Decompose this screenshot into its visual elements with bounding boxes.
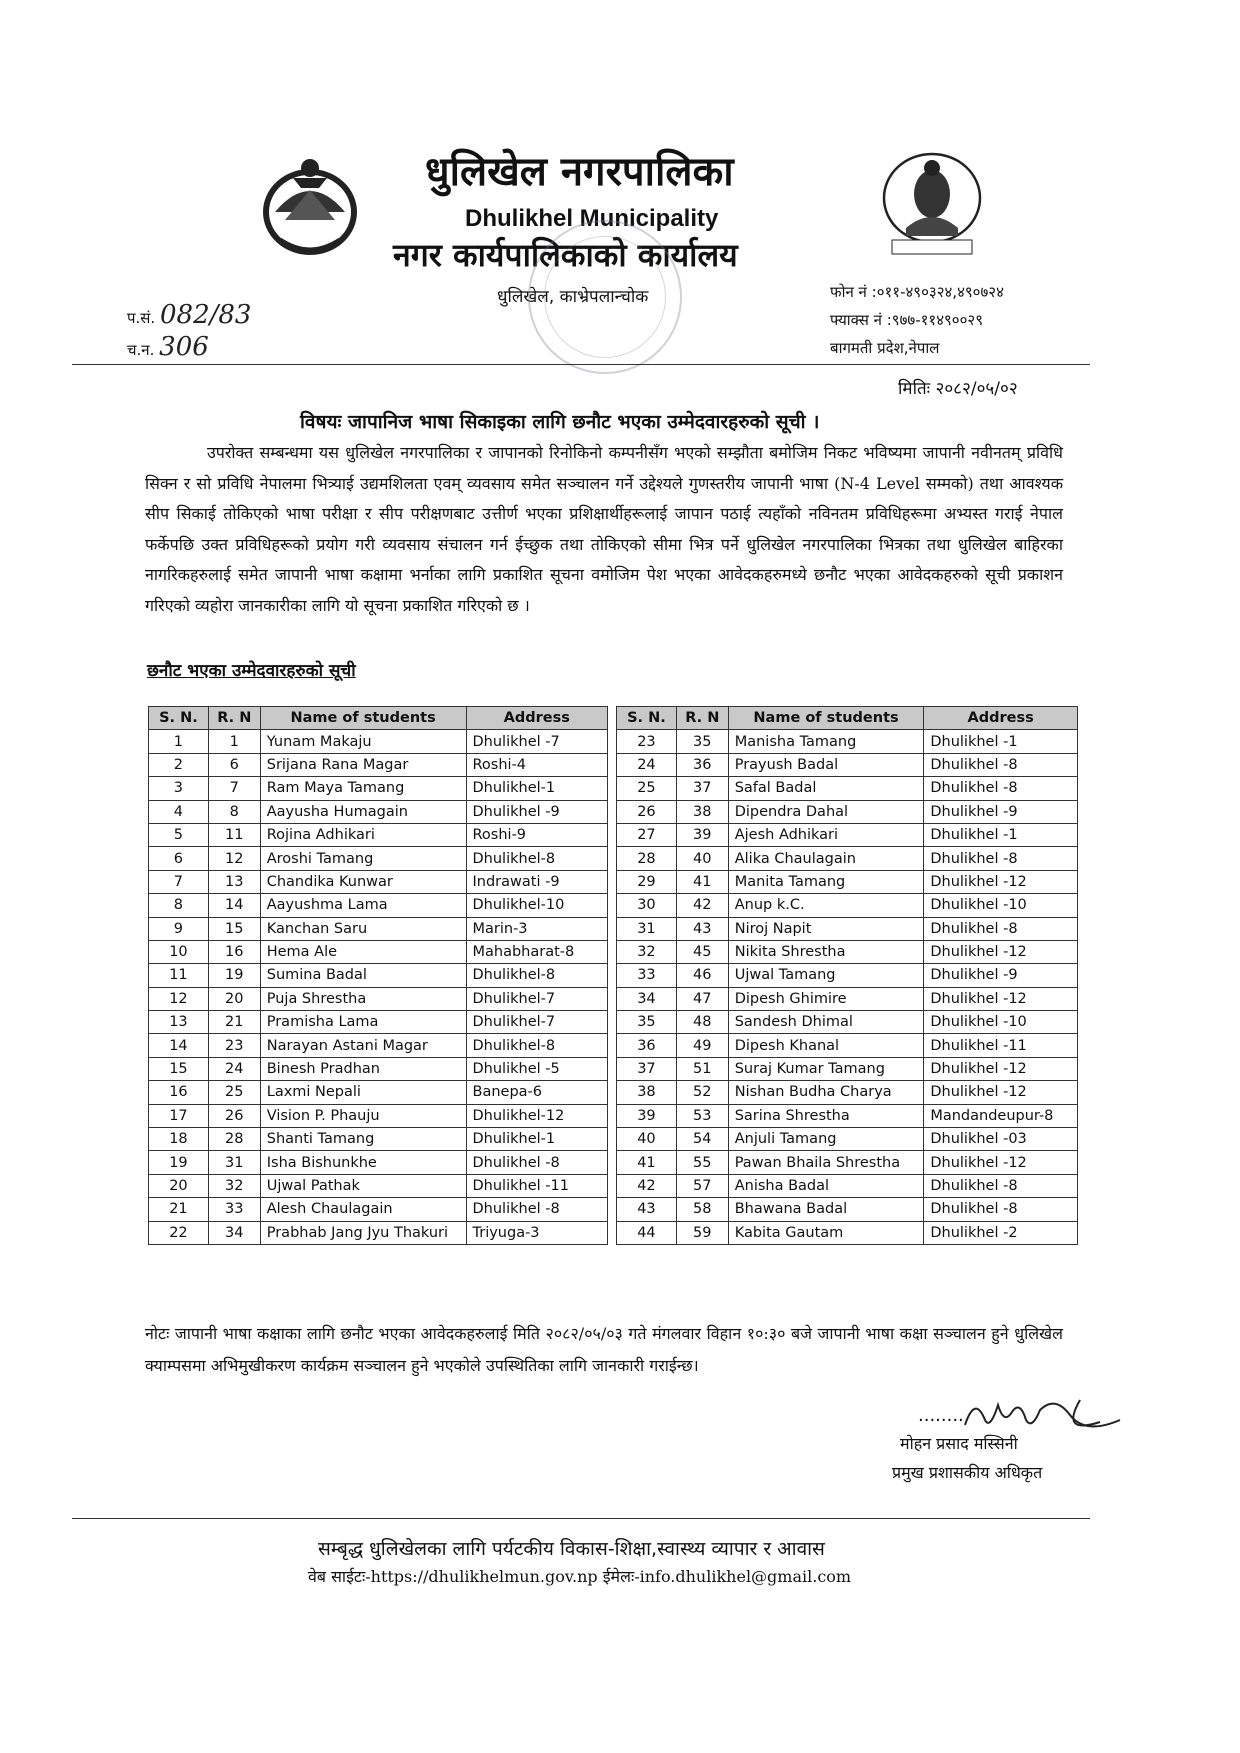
cell-name: Pramisha Lama — [260, 1011, 466, 1034]
cell-rn: 40 — [676, 847, 728, 870]
table-row — [149, 753, 608, 776]
cell-name: Nishan Budha Charya — [728, 1081, 924, 1104]
cell-name: Alika Chaulagain — [728, 847, 924, 870]
cell-name: Hema Ale — [260, 940, 466, 963]
cell-sn: 18 — [149, 1128, 209, 1151]
cell-rn: 47 — [676, 987, 728, 1010]
header-rn: R. N — [208, 707, 260, 730]
cell-rn: 39 — [676, 823, 728, 846]
cell-sn: 25 — [617, 777, 677, 800]
cell-address: Dhulikhel -12 — [924, 870, 1078, 893]
table-row — [617, 1057, 1078, 1080]
cell-rn: 25 — [208, 1081, 260, 1104]
students-table-left — [148, 706, 608, 1245]
header-name: Name of students — [728, 707, 924, 730]
cell-rn: 24 — [208, 1057, 260, 1080]
cell-sn: 1 — [149, 730, 209, 753]
cell-name: Laxmi Nepali — [260, 1081, 466, 1104]
cell-name: Narayan Astani Magar — [260, 1034, 466, 1057]
table-row — [149, 987, 608, 1010]
table-row — [617, 1034, 1078, 1057]
cell-sn: 23 — [617, 730, 677, 753]
table-row — [617, 1198, 1078, 1221]
cell-sn: 43 — [617, 1198, 677, 1221]
table-row — [149, 964, 608, 987]
cell-name: Prayush Badal — [728, 753, 924, 776]
cell-name: Chandika Kunwar — [260, 870, 466, 893]
notice-body: उपरोक्त सम्बन्धमा यस धुलिखेल नगरपालिका र जापानको रिनोकिनो कम्पनीसँग भएको सम्झौता बमोजिम निकट भविष्यमा जापानी नवीनतम् प्रविधि सिक्न र सो प्रविधि नेपालमा भित्र्याई उद्यमशिलता एवम् व्यवसाय समेत सञ्चालन गर्ने उद्देश्यले गुणस्तरीय जापानी भाषा (N-4 Level सम्मको) तथा आवश्यक सीप सिकाई तोकिएको भाषा परीक्षा र सीप परीक्षणबाट उत्तीर्ण भएका प्रशिक्षार्थीहरूलाई जापान पठाई त्यहाँको नविनतम प्रविधिहरूमा अभ्यस्त गराई नेपाल फर्केपछि उक्त प्रविधिहरूको प्रयोग गरी व्यवसाय संचालन गर्न ईच्छुक तथा तोकिएको सीमा भित्र पर्ने धुलिखेल नगरपालिका भित्रका तथा धुलिखेल बाहिरका नागरिकहरुलाई समेत जापानी भाषा कक्षामा भर्नाका लागि प्रकाशित सूचना वमोजिम पेश भएका आवेदकहरुमध्ये छनौट भएका आवेदकहरुको सूची प्रकाशन गरिएको व्यहोरा जानकारीका लागि यो सूचना प्रकाशित गरिएको छ । — [145, 443, 1063, 615]
cell-rn: 53 — [676, 1104, 728, 1127]
table-row — [617, 753, 1078, 776]
cell-address: Mandandeupur-8 — [924, 1104, 1078, 1127]
table-row — [617, 987, 1078, 1010]
cell-rn: 55 — [676, 1151, 728, 1174]
cell-address: Dhulikhel -8 — [924, 1174, 1078, 1197]
notice-note: नोटः जापानी भाषा कक्षाका लागि छनौट भएका आवेदकहरुलाई मिति २०८२/०५/०३ गते मंगलवार विहान १०:३० बजे जापानी भाषा कक्षा सञ्चालन हुने धुलिखेल क्याम्पसमा अभिमुखीकरण कार्यक्रम सञ्चालन हुने भएकोले उपस्थितिका लागि जानकारी गराईन्छ। — [145, 1324, 1063, 1375]
fax-number: फ्याक्स नं :९७७-११४९००२९ — [830, 311, 984, 329]
nepal-emblem-logo — [255, 150, 365, 260]
cell-name: Sandesh Dhimal — [728, 1011, 924, 1034]
table-row — [149, 800, 608, 823]
cell-rn: 16 — [208, 940, 260, 963]
cell-name: Shanti Tamang — [260, 1128, 466, 1151]
cell-sn: 33 — [617, 964, 677, 987]
cell-name: Ajesh Adhikari — [728, 823, 924, 846]
footer-contact: वेब साईटः-https://dhulikhelmun.gov.np ईमेलः-info.dhulikhel@gmail.com — [308, 1567, 852, 1586]
cell-sn: 37 — [617, 1057, 677, 1080]
cell-rn: 52 — [676, 1081, 728, 1104]
cell-address: Dhulikhel -2 — [924, 1221, 1078, 1244]
table-row — [617, 1104, 1078, 1127]
cell-address: Dhulikhel -10 — [924, 894, 1078, 917]
cell-address: Dhulikhel -8 — [466, 1198, 608, 1221]
cell-sn: 26 — [617, 800, 677, 823]
table-row — [149, 1151, 608, 1174]
cell-name: Manisha Tamang — [728, 730, 924, 753]
table-row — [617, 847, 1078, 870]
cell-rn: 34 — [208, 1221, 260, 1244]
cell-address: Dhulikhel -8 — [924, 847, 1078, 870]
table-row — [149, 1081, 608, 1104]
cell-rn: 15 — [208, 917, 260, 940]
municipality-name-nepali: धुलिखेल नगरपालिका — [425, 149, 734, 195]
table-row — [617, 1011, 1078, 1034]
cell-rn: 42 — [676, 894, 728, 917]
cell-rn: 45 — [676, 940, 728, 963]
cell-address: Marin-3 — [466, 917, 608, 940]
list-title: छनौट भएका उम्मेदवारहरुको सूची — [147, 661, 356, 681]
table-row — [617, 964, 1078, 987]
cell-rn: 1 — [208, 730, 260, 753]
footer-tagline: सम्बृद्ध धुलिखेलका लागि पर्यटकीय विकास-शिक्षा,स्वास्थ्य व्यापार र आवास — [318, 1538, 825, 1560]
cell-address: Dhulikhel -9 — [924, 800, 1078, 823]
cell-rn: 32 — [208, 1174, 260, 1197]
table-row — [617, 894, 1078, 917]
cell-name: Ujwal Pathak — [260, 1174, 466, 1197]
cell-sn: 24 — [617, 753, 677, 776]
cell-sn: 17 — [149, 1104, 209, 1127]
table-row — [617, 823, 1078, 846]
cell-sn: 42 — [617, 1174, 677, 1197]
cell-rn: 37 — [676, 777, 728, 800]
cell-rn: 36 — [676, 753, 728, 776]
cell-address: Dhulikhel -10 — [924, 1011, 1078, 1034]
header-rn: R. N — [676, 707, 728, 730]
table-row — [617, 777, 1078, 800]
cell-address: Dhulikhel-8 — [466, 964, 608, 987]
cell-rn: 54 — [676, 1128, 728, 1151]
cell-address: Dhulikhel -1 — [924, 730, 1078, 753]
cell-address: Roshi-4 — [466, 753, 608, 776]
cell-address: Dhulikhel -11 — [466, 1174, 608, 1197]
table-row — [617, 870, 1078, 893]
cell-sn: 5 — [149, 823, 209, 846]
table-row — [617, 800, 1078, 823]
cell-name: Ram Maya Tamang — [260, 777, 466, 800]
cell-address: Dhulikhel -9 — [466, 800, 608, 823]
dispatch-number — [127, 332, 209, 362]
cell-name: Kanchan Saru — [260, 917, 466, 940]
cell-sn: 40 — [617, 1128, 677, 1151]
cell-address: Banepa-6 — [466, 1081, 608, 1104]
cell-sn: 16 — [149, 1081, 209, 1104]
reference-value: 082/83 — [159, 300, 252, 330]
table-header-row — [617, 707, 1078, 730]
cell-rn: 11 — [208, 823, 260, 846]
cell-rn: 14 — [208, 894, 260, 917]
municipality-name-english: Dhulikhel Municipality — [465, 205, 719, 232]
footer-divider — [72, 1518, 1090, 1519]
cell-name: Vision P. Phauju — [260, 1104, 466, 1127]
cell-name: Alesh Chaulagain — [260, 1198, 466, 1221]
cell-name: Binesh Pradhan — [260, 1057, 466, 1080]
cell-rn: 13 — [208, 870, 260, 893]
table-row — [149, 1057, 608, 1080]
office-seal-stamp — [528, 220, 682, 374]
cell-address: Dhulikhel -12 — [924, 1151, 1078, 1174]
table-row — [149, 777, 608, 800]
cell-rn: 59 — [676, 1221, 728, 1244]
cell-name: Ujwal Tamang — [728, 964, 924, 987]
cell-address: Dhulikhel-8 — [466, 847, 608, 870]
header-address: Address — [924, 707, 1078, 730]
cell-sn: 28 — [617, 847, 677, 870]
cell-name: Isha Bishunkhe — [260, 1151, 466, 1174]
cell-rn: 48 — [676, 1011, 728, 1034]
cell-sn: 2 — [149, 753, 209, 776]
cell-name: Anisha Badal — [728, 1174, 924, 1197]
table-row — [149, 1128, 608, 1151]
cell-address: Dhulikhel -7 — [466, 730, 608, 753]
cell-rn: 26 — [208, 1104, 260, 1127]
table-row — [149, 1198, 608, 1221]
cell-sn: 30 — [617, 894, 677, 917]
reference-label: प.सं. — [127, 309, 156, 327]
cell-name: Aayushma Lama — [260, 894, 466, 917]
cell-name: Anjuli Tamang — [728, 1128, 924, 1151]
cell-sn: 12 — [149, 987, 209, 1010]
issue-date: मितिः २०८२/०५/०२ — [898, 379, 1018, 399]
cell-sn: 31 — [617, 917, 677, 940]
cell-rn: 35 — [676, 730, 728, 753]
cell-name: Safal Badal — [728, 777, 924, 800]
cell-address: Dhulikhel -9 — [924, 964, 1078, 987]
cell-name: Dipesh Ghimire — [728, 987, 924, 1010]
cell-address: Dhulikhel -03 — [924, 1128, 1078, 1151]
cell-sn: 34 — [617, 987, 677, 1010]
cell-sn: 41 — [617, 1151, 677, 1174]
cell-sn: 10 — [149, 940, 209, 963]
signature-dots: ........ — [918, 1405, 964, 1426]
cell-address: Dhulikhel-12 — [466, 1104, 608, 1127]
cell-address: Dhulikhel -5 — [466, 1057, 608, 1080]
cell-sn: 22 — [149, 1221, 209, 1244]
cell-rn: 38 — [676, 800, 728, 823]
cell-address: Dhulikhel -8 — [924, 753, 1078, 776]
header-address: Address — [466, 707, 608, 730]
table-row — [149, 1174, 608, 1197]
cell-sn: 29 — [617, 870, 677, 893]
province: बागमती प्रदेश,नेपाल — [830, 339, 940, 357]
cell-address: Dhulikhel -12 — [924, 1057, 1078, 1080]
cell-name: Niroj Napit — [728, 917, 924, 940]
dispatch-value: 306 — [159, 332, 209, 362]
cell-address: Dhulikhel-1 — [466, 777, 608, 800]
cell-rn: 28 — [208, 1128, 260, 1151]
cell-rn: 57 — [676, 1174, 728, 1197]
cell-name: Aayusha Humagain — [260, 800, 466, 823]
cell-rn: 43 — [676, 917, 728, 940]
cell-name: Dipendra Dahal — [728, 800, 924, 823]
cell-name: Rojina Adhikari — [260, 823, 466, 846]
cell-sn: 39 — [617, 1104, 677, 1127]
table-row — [617, 940, 1078, 963]
cell-rn: 33 — [208, 1198, 260, 1221]
cell-rn: 23 — [208, 1034, 260, 1057]
cell-rn: 6 — [208, 753, 260, 776]
cell-name: Sumina Badal — [260, 964, 466, 987]
municipality-logo — [872, 148, 992, 258]
table-row — [149, 1034, 608, 1057]
cell-sn: 8 — [149, 894, 209, 917]
cell-name: Nikita Shrestha — [728, 940, 924, 963]
table-row — [149, 940, 608, 963]
signatory-title: प्रमुख प्रशासकीय अधिकृत — [892, 1463, 1043, 1482]
table-row — [149, 730, 608, 753]
dispatch-label: च.न. — [127, 341, 155, 359]
cell-rn: 8 — [208, 800, 260, 823]
cell-rn: 12 — [208, 847, 260, 870]
cell-rn: 46 — [676, 964, 728, 987]
cell-name: Sarina Shrestha — [728, 1104, 924, 1127]
table-row — [617, 917, 1078, 940]
table-row — [149, 1011, 608, 1034]
reference-number — [127, 300, 251, 330]
cell-name: Manita Tamang — [728, 870, 924, 893]
cell-address: Dhulikhel-8 — [466, 1034, 608, 1057]
office-name: नगर कार्यपालिकाको कार्यालय — [393, 236, 738, 274]
table-row — [617, 1081, 1078, 1104]
header-sn: S. N. — [149, 707, 209, 730]
students-table-right — [616, 706, 1078, 1245]
cell-name: Bhawana Badal — [728, 1198, 924, 1221]
table-row — [617, 1128, 1078, 1151]
header-name: Name of students — [260, 707, 466, 730]
cell-name: Pawan Bhaila Shrestha — [728, 1151, 924, 1174]
cell-rn: 20 — [208, 987, 260, 1010]
cell-sn: 36 — [617, 1034, 677, 1057]
cell-address: Dhulikhel-7 — [466, 1011, 608, 1034]
table-row — [149, 870, 608, 893]
cell-sn: 7 — [149, 870, 209, 893]
cell-sn: 4 — [149, 800, 209, 823]
cell-address: Dhulikhel-1 — [466, 1128, 608, 1151]
cell-rn: 49 — [676, 1034, 728, 1057]
cell-address: Dhulikhel -12 — [924, 1081, 1078, 1104]
office-location: धुलिखेल, काभ्रेपलान्चोक — [497, 287, 649, 307]
cell-sn: 44 — [617, 1221, 677, 1244]
table-row — [149, 847, 608, 870]
cell-address: Dhulikhel -8 — [924, 1198, 1078, 1221]
subject-line: विषयः जापानिज भाषा सिकाइका लागि छनौट भएका उम्मेदवारहरुको सूची । — [300, 411, 820, 433]
cell-rn: 21 — [208, 1011, 260, 1034]
cell-address: Dhulikhel -12 — [924, 987, 1078, 1010]
cell-address: Dhulikhel -12 — [924, 940, 1078, 963]
cell-name: Puja Shrestha — [260, 987, 466, 1010]
cell-rn: 19 — [208, 964, 260, 987]
cell-name: Kabita Gautam — [728, 1221, 924, 1244]
header-sn: S. N. — [617, 707, 677, 730]
cell-name: Aroshi Tamang — [260, 847, 466, 870]
cell-address: Dhulikhel -1 — [924, 823, 1078, 846]
cell-sn: 38 — [617, 1081, 677, 1104]
table-row — [617, 1174, 1078, 1197]
table-row — [617, 1151, 1078, 1174]
cell-address: Roshi-9 — [466, 823, 608, 846]
cell-address: Triyuga-3 — [466, 1221, 608, 1244]
cell-name: Anup k.C. — [728, 894, 924, 917]
cell-name: Yunam Makaju — [260, 730, 466, 753]
cell-address: Dhulikhel-10 — [466, 894, 608, 917]
cell-address: Dhulikhel -8 — [924, 777, 1078, 800]
table-row — [149, 823, 608, 846]
cell-address: Indrawati -9 — [466, 870, 608, 893]
cell-sn: 11 — [149, 964, 209, 987]
table-row — [617, 1221, 1078, 1244]
cell-sn: 3 — [149, 777, 209, 800]
cell-sn: 15 — [149, 1057, 209, 1080]
cell-name: Prabhab Jang Jyu Thakuri — [260, 1221, 466, 1244]
cell-name: Srijana Rana Magar — [260, 753, 466, 776]
cell-name: Dipesh Khanal — [728, 1034, 924, 1057]
phone-number: फोन नं :०११-४९०३२४,४९०७२४ — [830, 283, 1004, 301]
cell-sn: 35 — [617, 1011, 677, 1034]
cell-sn: 14 — [149, 1034, 209, 1057]
cell-sn: 21 — [149, 1198, 209, 1221]
cell-sn: 20 — [149, 1174, 209, 1197]
cell-sn: 6 — [149, 847, 209, 870]
cell-name: Suraj Kumar Tamang — [728, 1057, 924, 1080]
cell-rn: 41 — [676, 870, 728, 893]
cell-rn: 31 — [208, 1151, 260, 1174]
table-row — [149, 1104, 608, 1127]
cell-address: Dhulikhel -8 — [924, 917, 1078, 940]
table-row — [617, 730, 1078, 753]
cell-address: Mahabharat-8 — [466, 940, 608, 963]
cell-rn: 51 — [676, 1057, 728, 1080]
header-divider — [72, 364, 1090, 365]
table-row — [149, 917, 608, 940]
cell-rn: 7 — [208, 777, 260, 800]
table-row — [149, 1221, 608, 1244]
table-header-row — [149, 707, 608, 730]
table-row — [149, 894, 608, 917]
cell-sn: 13 — [149, 1011, 209, 1034]
cell-address: Dhulikhel -8 — [466, 1151, 608, 1174]
cell-address: Dhulikhel-7 — [466, 987, 608, 1010]
cell-sn: 27 — [617, 823, 677, 846]
cell-address: Dhulikhel -11 — [924, 1034, 1078, 1057]
signatory-name: मोहन प्रसाद मस्सिनी — [900, 1434, 1018, 1453]
cell-sn: 9 — [149, 917, 209, 940]
cell-sn: 32 — [617, 940, 677, 963]
cell-sn: 19 — [149, 1151, 209, 1174]
cell-rn: 58 — [676, 1198, 728, 1221]
